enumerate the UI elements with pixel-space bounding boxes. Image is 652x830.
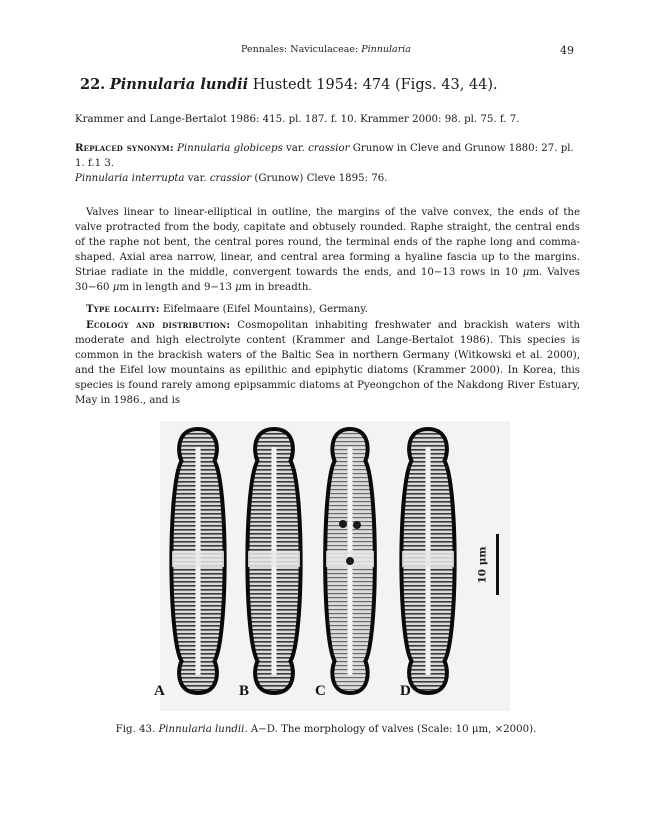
synonym-variety-2: crassior	[209, 173, 252, 184]
synonym-name-1: Pinnularia globiceps	[177, 143, 283, 154]
description-text-2: m. Valves 30−60	[75, 267, 580, 293]
synonym-name-2: Pinnularia interrupta	[75, 173, 185, 184]
valve-central-fascia	[402, 551, 454, 567]
panel-label-d: D	[400, 683, 411, 699]
valve-central-fascia	[248, 551, 300, 567]
caption-prefix: Fig. 43.	[115, 724, 159, 735]
references: Krammer and Lange-Bertalot 1986: 415. pl. 187. f. 10. Krammer 2000: 98. pl. 75. f. 7.	[75, 114, 520, 125]
caption-species: Pinnularia lundii	[158, 724, 245, 735]
valve-pore-spot	[353, 521, 361, 529]
page-number: 49	[560, 44, 574, 57]
valve-pore-spot	[339, 520, 347, 528]
figure-micrograph	[154, 421, 510, 711]
description	[75, 205, 580, 295]
running-head-family: Pennales: Naviculaceae:	[241, 44, 362, 55]
micro-sign: μ	[112, 282, 120, 293]
micro-sign: μ	[235, 282, 242, 293]
description-text-1: Valves linear to linear-elliptical in outline, the margins of the valve convex, the ends of the valve protracted from the body, capitate and obtusely rounded. Raphe straight, the central ends of the raphe not bent, the central pores round, the terminal ends of the raphe long and comma-shaped. Axial area narrow, linear, and central area forming a hyaline fascia up to the margins. Striae radiate in the middle, convergent towards the ends, and 10−13 rows in 10	[75, 207, 580, 278]
species-number: 22.	[80, 76, 106, 93]
type-locality-label: Type locality:	[86, 303, 160, 315]
species-name: Pinnularia lundii	[109, 76, 249, 93]
caption-text: . A−D. The morphology of valves (Scale: 10 μm, ×2000).	[244, 724, 537, 735]
panel-label-c: C	[315, 683, 326, 699]
description-text-3: m in length and 9−13	[119, 282, 236, 293]
valve-micrograph-image	[160, 421, 510, 711]
running-head-genus: Pinnularia	[361, 44, 411, 55]
ecology-label: Ecology and distribution:	[86, 319, 231, 331]
synonym-var-1: var.	[282, 143, 309, 154]
description-text-4: m in breadth.	[241, 282, 312, 293]
synonym-variety-1: crassior	[308, 143, 350, 154]
scale-bar-label: 10 μm	[476, 546, 489, 584]
replaced-synonym	[75, 141, 580, 186]
figure-caption	[0, 724, 652, 735]
valve-central-fascia	[172, 551, 224, 567]
type-locality-text: Eifelmaare (Eifel Mountains), Germany.	[159, 304, 368, 315]
species-heading	[80, 76, 498, 93]
panel-label-a: A	[154, 683, 165, 699]
ecology-distribution	[75, 318, 580, 408]
micro-sign: μ	[522, 267, 530, 278]
panel-label-b: B	[239, 683, 250, 699]
ecology-text: Cosmopolitan inhabiting freshwater and brackish waters with moderate and high electrolyte content (Krammer and Lange-Bertalot 1986). This species is common in the brackish waters of the Baltic Sea in northern Germany (Witkowski et al. 2000), and the Eifel low mountains as epilithic and epiphytic diatoms (Krammer 2000). In Korea, this species is found rarely among epipsammic diatoms at Pyeongchon of the Nakdong River Estuary, May in 1986., and is	[75, 320, 580, 406]
type-locality	[75, 302, 580, 317]
synonym-var-2: var.	[184, 173, 210, 184]
running-head	[0, 44, 652, 55]
scale-bar	[496, 534, 499, 595]
synonym-rest-1: Grunow in Cleve and Grunow 1880: 27. pl. 1. f.1 3.	[75, 143, 574, 169]
species-authority: Hustedt 1954: 474 (Figs. 43, 44).	[252, 77, 498, 93]
synonym-rest-2: (Grunow) Cleve 1895: 76.	[251, 173, 388, 184]
valve-pore-spot	[346, 557, 354, 565]
replaced-synonym-label: Replaced synonym:	[75, 142, 174, 154]
